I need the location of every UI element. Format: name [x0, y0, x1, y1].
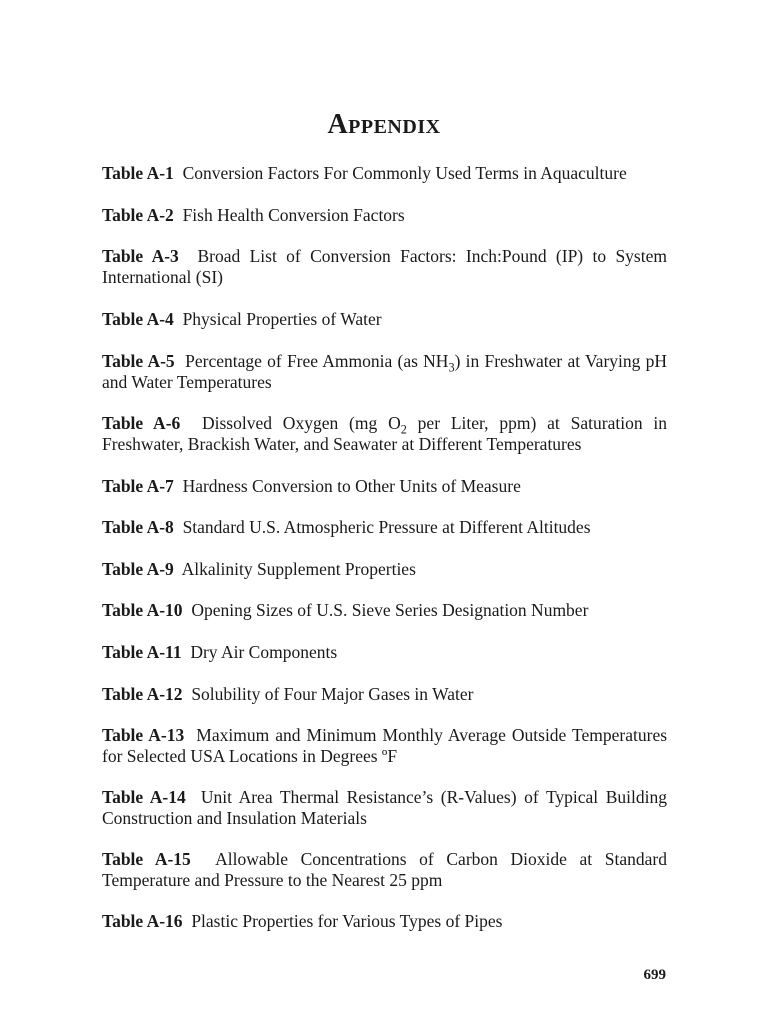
- table-caption: Plastic Properties for Various Types of Pipes: [191, 911, 503, 931]
- list-item-table-a1: [102, 163, 667, 184]
- table-number: Table A-2: [102, 205, 174, 225]
- table-caption: Standard U.S. Atmospheric Pressure at Different Altitudes: [182, 517, 591, 537]
- table-number: Table A-14: [102, 787, 186, 807]
- table-number: Table A-15: [102, 849, 191, 869]
- page-number: 699: [643, 967, 666, 983]
- table-caption-start: Dissolved Oxygen (mg O: [201, 413, 401, 433]
- table-caption: Maximum and Minimum Monthly Average Outside Temperatures for Selected USA Locations in Degrees ºF: [102, 725, 668, 766]
- table-caption: Unit Area Thermal Resistance’s (R-Values) of Typical Building Construction and Insulation Materials: [102, 787, 667, 828]
- list-item-table-a11: [102, 642, 667, 663]
- table-caption-start: Percentage of Free Ammonia (as NH: [185, 351, 449, 371]
- table-caption: Alkalinity Supplement Properties: [181, 559, 416, 579]
- table-caption: Opening Sizes of U.S. Sieve Series Designation Number: [191, 600, 589, 620]
- page-title: Appendix: [327, 108, 441, 140]
- table-caption: Solubility of Four Major Gases in Water: [191, 684, 474, 704]
- table-number: Table A-10: [102, 600, 183, 620]
- list-item-table-a14: [102, 787, 667, 829]
- table-number: Table A-11: [102, 642, 182, 662]
- table-number: Table A-12: [102, 684, 183, 704]
- table-caption: Dry Air Components: [190, 642, 338, 662]
- table-caption-end: ) in Freshwater at Varying pH and Water Temperatures: [102, 351, 668, 392]
- table-number: Table A-4: [102, 309, 174, 329]
- table-number: Table A-3: [102, 246, 179, 266]
- list-item-table-a12: [102, 684, 667, 705]
- table-number: Table A-7: [102, 476, 174, 496]
- table-number: Table A-13: [102, 725, 185, 745]
- list-item-table-a15: [102, 849, 667, 891]
- table-caption: Broad List of Conversion Factors: Inch:Pound (IP) to System International (SI): [102, 246, 667, 287]
- table-number: Table A-6: [102, 413, 181, 433]
- list-item-table-a6: [102, 413, 667, 455]
- list-item-table-a2: [102, 205, 667, 226]
- table-number: Table A-8: [102, 517, 174, 537]
- table-number: Table A-9: [102, 559, 174, 579]
- list-item-table-a3: [102, 246, 667, 288]
- table-caption: Allowable Concentrations of Carbon Dioxide at Standard Temperature and Pressure to the Nearest 25 ppm: [102, 849, 667, 890]
- list-item-table-a5: [102, 351, 667, 393]
- list-item-table-a9: [102, 559, 667, 580]
- table-caption: Hardness Conversion to Other Units of Measure: [182, 476, 521, 496]
- table-list: [102, 163, 667, 932]
- subscript: 3: [448, 360, 455, 375]
- table-caption: Conversion Factors For Commonly Used Terms in Aquaculture: [182, 163, 627, 183]
- list-item-table-a16: [102, 911, 667, 932]
- table-number: Table A-16: [102, 911, 183, 931]
- table-number: Table A-5: [102, 351, 175, 371]
- table-caption-end: per Liter, ppm) at Saturation in Freshwater, Brackish Water, and Seawater at Different Temperatures: [102, 413, 668, 454]
- list-item-table-a10: [102, 600, 667, 621]
- table-number: Table A-1: [102, 163, 174, 183]
- list-item-table-a8: [102, 517, 667, 538]
- table-caption: Fish Health Conversion Factors: [182, 205, 405, 225]
- table-caption: Physical Properties of Water: [182, 309, 382, 329]
- list-item-table-a4: [102, 309, 667, 330]
- list-item-table-a7: [102, 476, 667, 497]
- subscript: 2: [400, 422, 407, 437]
- list-item-table-a13: [102, 725, 667, 767]
